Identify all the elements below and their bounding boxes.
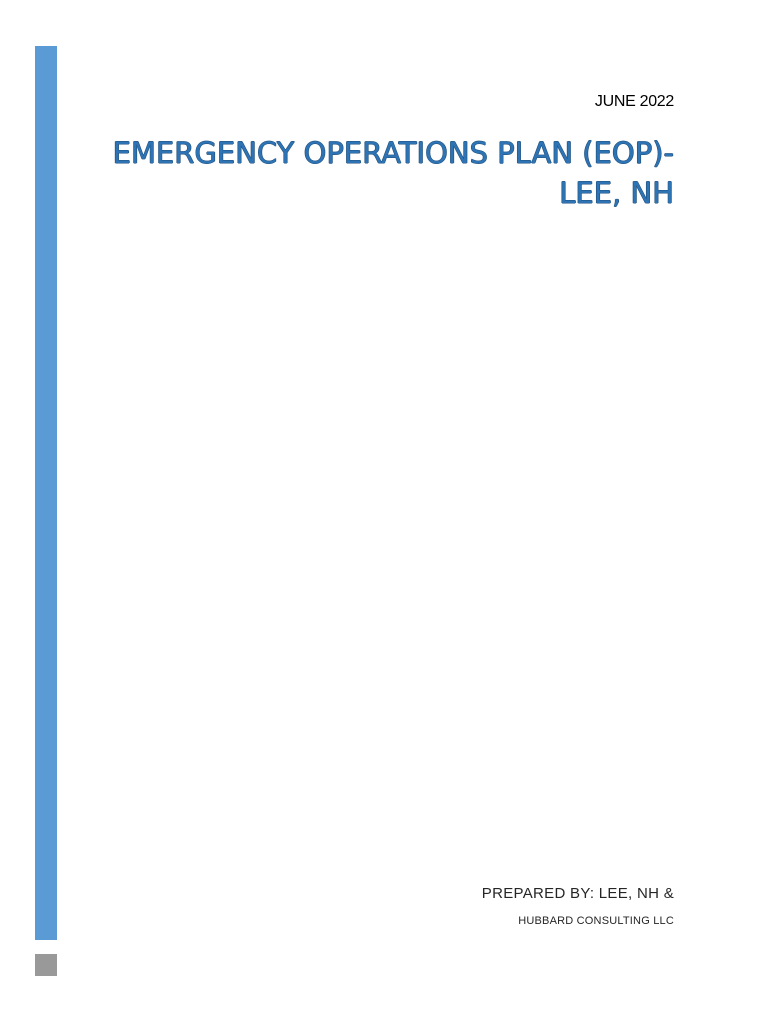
document-title: EMERGENCY OPERATIONS PLAN (EOP)- LEE, NH [112, 136, 674, 210]
corner-square [35, 954, 57, 976]
consultant-name: HUBBARD CONSULTING LLC [518, 915, 674, 927]
prepared-by-line: PREPARED BY: LEE, NH & [481, 885, 674, 902]
document-date: JUNE 2022 [594, 93, 674, 110]
accent-side-bar [35, 46, 57, 940]
